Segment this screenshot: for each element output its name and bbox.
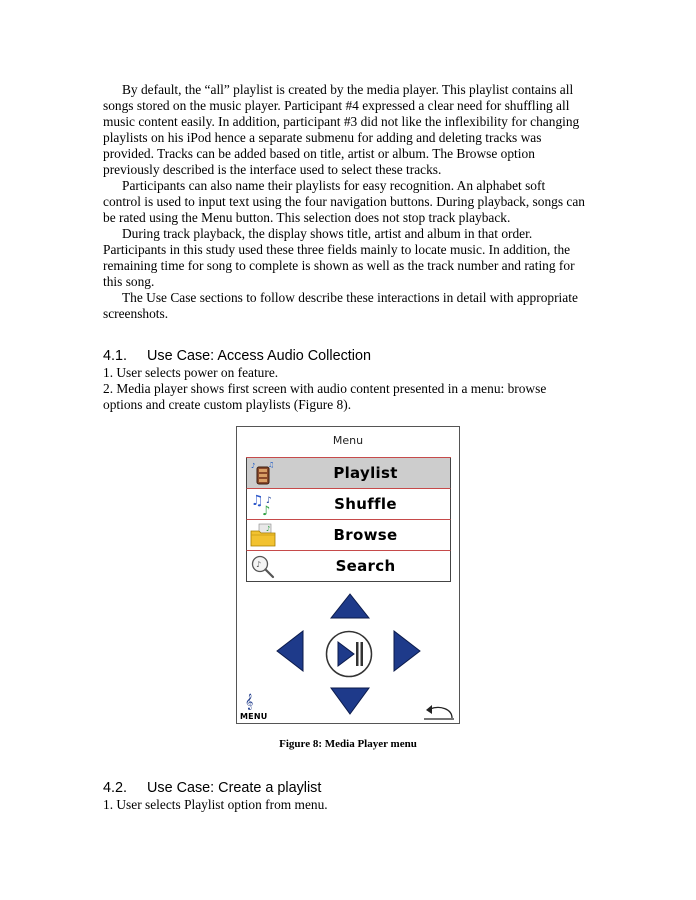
menu-item-playlist[interactable] xyxy=(246,458,451,489)
svg-text:♪: ♪ xyxy=(266,496,272,506)
nav-left-button[interactable] xyxy=(276,630,304,672)
paragraph-name-playlists xyxy=(103,178,595,226)
use-case-step xyxy=(103,381,603,413)
svg-text:♪: ♪ xyxy=(251,462,256,470)
nav-down-button[interactable] xyxy=(330,687,370,715)
nav-up-button[interactable] xyxy=(330,593,370,619)
menu-item-browse[interactable] xyxy=(246,520,451,551)
text-line: music content easily. In addition, participant #3 did not like the inflexibility for changing xyxy=(103,114,580,130)
shuffle-notes-icon xyxy=(249,491,277,517)
section-heading-4-1 xyxy=(103,348,371,365)
text-line: The Use Case sections to follow describe these interactions in detail with appropriate xyxy=(122,290,578,305)
menu-item-label: Playlist xyxy=(333,464,398,482)
text-line: By default, the “all” playlist is created by the media player. This playlist contains all xyxy=(122,82,574,97)
text-line: Participants in this study used these three fields mainly to locate music. In addition, the xyxy=(103,242,571,258)
section-heading-4-2 xyxy=(103,780,321,797)
paragraph-track-playback xyxy=(103,226,595,290)
text-line: previously described is the interface used to select these tracks. xyxy=(103,162,442,178)
media-player-screen xyxy=(236,426,460,724)
text-line: During track playback, the display shows title, artist and album in that order. xyxy=(122,226,533,241)
section-number: 4.2. xyxy=(103,780,128,796)
screen-title: Menu xyxy=(332,434,364,447)
figure-caption: Figure 8: Media Player menu xyxy=(279,738,417,750)
use-case-step: 1. User selects Playlist option from menu. xyxy=(103,797,328,812)
text-line: options and create custom playlists (Figure 8). xyxy=(103,397,352,413)
section-title: Use Case: Create a playlist xyxy=(147,780,322,796)
menu-item-search[interactable] xyxy=(246,551,451,582)
menu-item-label: Search xyxy=(335,557,396,575)
use-case-step: 1. User selects power on feature. xyxy=(103,365,279,380)
svg-text:♫: ♫ xyxy=(251,493,264,509)
music-note-icon: 𝄞 xyxy=(245,694,254,710)
text-line: remaining time for song to complete is shown as well as the track number and rating for xyxy=(103,258,575,274)
text-line: Participants can also name their playlists for easy recognition. An alphabet soft xyxy=(122,178,546,193)
play-pause-button[interactable] xyxy=(325,630,373,678)
svg-text:♪: ♪ xyxy=(262,504,271,517)
magnifier-icon xyxy=(249,553,277,579)
softkey-label: MENU xyxy=(240,712,268,721)
paragraph-default-playlist xyxy=(103,82,595,179)
section-number: 4.1. xyxy=(103,348,128,364)
menu-item-label: Browse xyxy=(333,526,398,544)
text-line: this song. xyxy=(103,274,155,290)
text-line: playlists on his iPod hence a separate submenu for adding and deleting tracks was xyxy=(103,130,542,146)
paragraph-use-case-intro xyxy=(103,290,595,322)
menu-item-shuffle[interactable] xyxy=(246,489,451,520)
section-title: Use Case: Access Audio Collection xyxy=(147,348,371,364)
text-line: control is used to input text using the four navigation buttons. During playback, songs can xyxy=(103,194,585,210)
text-line: screenshots. xyxy=(103,306,169,322)
menu-item-label: Shuffle xyxy=(334,495,397,513)
text-line: be rated using the Menu button. This selection does not stop track playback. xyxy=(103,210,511,226)
menu-softkey[interactable] xyxy=(240,694,272,723)
text-line: provided. Tracks can be added based on title, artist or album. The Browse option xyxy=(103,146,535,162)
svg-text:♪: ♪ xyxy=(266,525,271,533)
text-line: 2. Media player shows first screen with audio content presented in a menu: browse xyxy=(103,381,547,396)
svg-text:♫: ♫ xyxy=(268,461,275,469)
folder-icon xyxy=(249,522,277,548)
svg-text:♪: ♪ xyxy=(256,560,262,569)
playlist-icon xyxy=(249,460,277,486)
menu-list xyxy=(246,457,451,582)
text-line: songs stored on the music player. Participant #4 expressed a clear need for shuffling all xyxy=(103,98,570,114)
back-arrow-icon[interactable] xyxy=(422,701,456,721)
nav-right-button[interactable] xyxy=(393,630,421,672)
